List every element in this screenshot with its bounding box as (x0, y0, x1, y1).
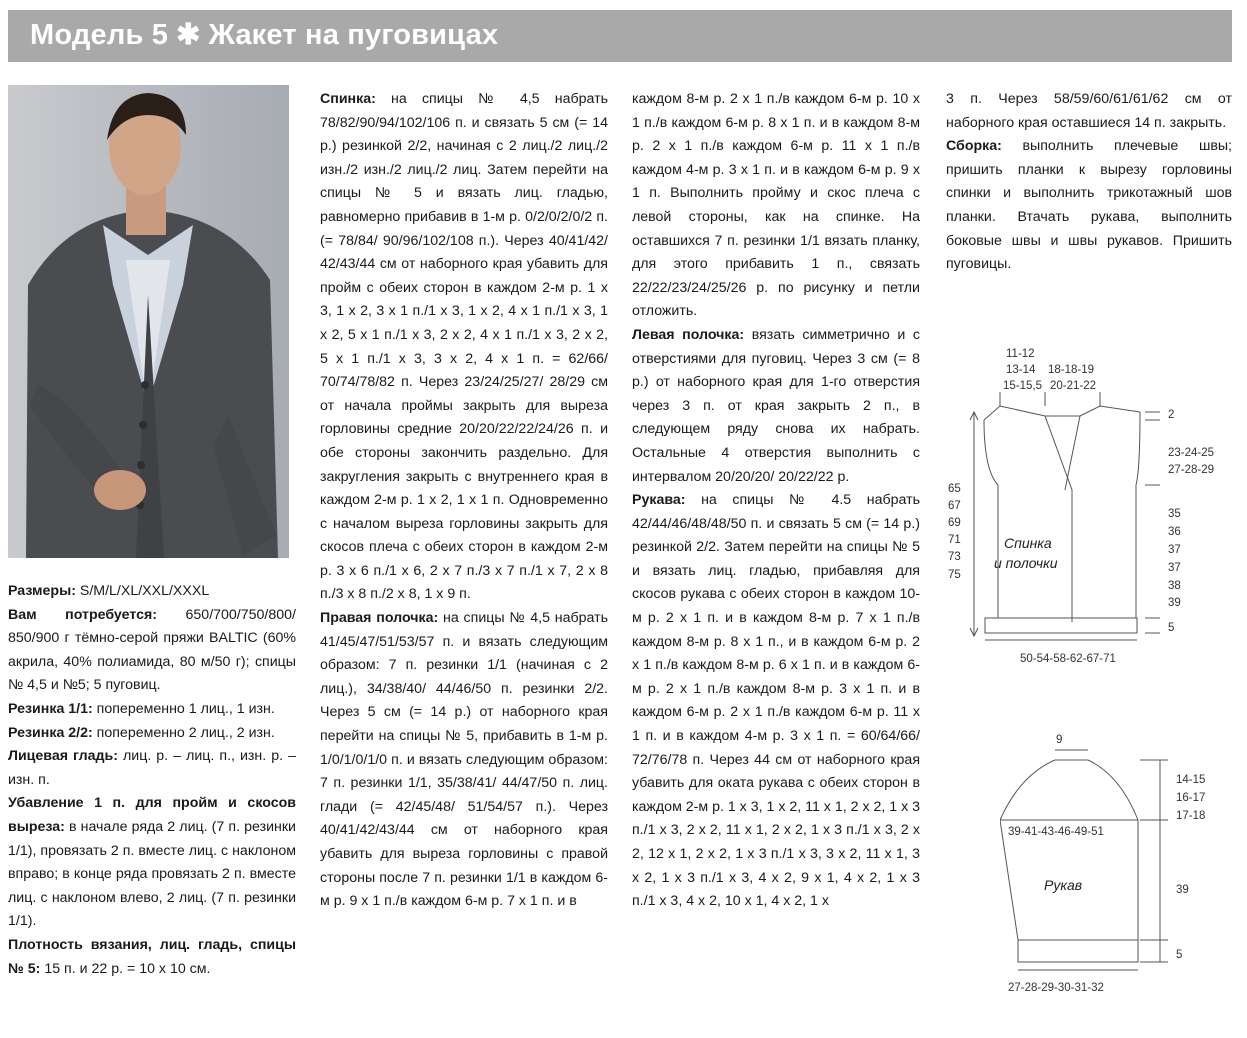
paragraph-heading: Размеры: (8, 583, 76, 599)
paragraph-heading: Левая полочка: (632, 326, 745, 343)
sleeve-dim-right-bottom: 5 (1176, 949, 1183, 961)
paragraph-text: на спицы № 4.5 набрать 42/44/46/48/48/50 п. и связать 5 см (= 14 р.) резинкой 2/2. Затем перейти на спицы № 5 и вязать лиц. гладью, прибавляя для скосов рукава с обеих сторон в каждом 10-м р. 2 х 1 п. и в каждом 8-м р. 7 х 1 п./в каждом 8-м р. 8 х 1 п., и в каждом 6-м р. 2 х 1 п./в каждом 8-м р. 6 х 1 п. и в каждом 6-м р. 2 х 1 п./в каждом 8-м р. 3 х 1 п. и в каждом 6-м р. 2 х 1 п./в каждом 6-м р. 11 х 1 п. и в каждом 4-м р. 3 х 1 п. = 60/64/66/ 72/76/78 п. Через 44 см от наборного края убавить для оката рукава с обеих сторон в каждом 2-м р. 1 х 3, 1 х 2, 11 х 1, 2 х 2, 1 х 3 п./1 х 3, 2 х 2, 11 х 1, 2 х 2, 1 х 3 п./1 х 3, 2 х 2, 12 х 1, 2 х 2, 1 х 3 п./1 х 3, 3 х 2, 11 х 1, 3 х 2, 1 х 3 п./1 х 3, 4 х 2, 9 х 1, 4 х 2, 1 х 3 п./1 х 3, 4 х 2, 10 х 1, 4 х 2, 1 х (632, 492, 921, 910)
page-title (30, 17, 498, 52)
dim-right-lower-4: 37 (1168, 562, 1181, 574)
dim-top-left-2: 13-14 (1006, 364, 1036, 376)
sleeve-dim-width: 39-41-43-46-49-51 (1008, 826, 1104, 838)
paragraph-heading: Резинка 2/2: (8, 724, 93, 741)
dim-top-right-2: 20-21-22 (1050, 380, 1097, 392)
photo (8, 85, 289, 558)
dim-left-5: 73 (948, 551, 961, 563)
dim-right-lower-1: 35 (1168, 508, 1181, 520)
materials-paragraph (8, 604, 296, 698)
dim-right-lower-3: 37 (1168, 544, 1181, 556)
paragraph-text: 15 п. и 22 р. = 10 х 10 см. (40, 960, 211, 977)
paragraph-heading: Правая полочка: (320, 610, 439, 627)
paragraph-text: вязать симметрично и с отверстиями для пуговиц. Через 3 см (= 8 р.) от наборного края для 1-го отверстия через 3 п. от края закрыть 2 п., в следующем ряду снова их набрать. Остальные 4 отверстия выполнить с интервалом 20/20/20/ 20/22/22 р. (632, 326, 920, 485)
diagram-label-2: и полочки (994, 555, 1058, 571)
paragraph-heading: Рукава: (632, 492, 686, 509)
sleeve-label: Рукав (1044, 877, 1083, 893)
dim-left-4: 71 (948, 534, 961, 546)
decrease-paragraph (8, 792, 296, 934)
paragraph-heading: Плотность вязания, лиц. гладь, спицы № 5: (8, 936, 296, 977)
paragraph-text: на спицы № 4,5 набрать 41/45/47/51/53/57 п. и вязать следующим образом: 7 п. резинки 1/1 (начиная с 2 лиц.), 34/38/40/ 44/46/50 п. резинки 2/2. Через 5 см (= 14 р.) от наборного края перейти на спицы № 5, прибавить в 1-м р. 1/0/1/0/1/0 п. и вязать следующим образом: 7 п. резинки 1/1, 35/38/41/ 44/47/50 п. лиц. глади (= 42/45/48/ 51/54/57 п.). Через 40/41/42/43/44 см от наборного края убавить для выреза горловины с правой стороны после 7 п. резинки 1/1 в каждом 6-м р. 9 х 1 п./в каждом 6-м р. 7 х 1 п. и в (320, 610, 608, 910)
paragraph-text: лиц. р. – лиц. п., изн. р. – изн. п. (8, 748, 296, 788)
text-column-4 (946, 88, 1232, 277)
rib-2-2-paragraph (8, 722, 296, 746)
paragraph-text: в начале ряда 2 лиц. (7 п. резинки 1/1), провязать 2 п. вместе лиц. с наклоном вправо; в конце ряда провязать 2 п. вместе лиц. с наклоном влево, 2 лиц. (7 п. резинки 1/1). (8, 818, 296, 930)
sleeves-continued (946, 88, 1232, 135)
sleeve-dim-top: 9 (1056, 734, 1063, 746)
gauge-paragraph (8, 934, 296, 981)
paragraph-heading: Убавление 1 п. для пройм и скосов выреза: (8, 795, 296, 835)
sizes-paragraph (8, 580, 296, 604)
sleeve-pattern-diagram (1000, 730, 1240, 1000)
sleeve-dim-right-top-3: 17-18 (1176, 810, 1206, 822)
dim-left-3: 69 (948, 517, 961, 529)
text-column-3 (632, 88, 920, 914)
paragraph-heading: Спинка: (320, 91, 376, 107)
back-paragraph (320, 88, 608, 607)
dim-right-top: 2 (1168, 409, 1175, 421)
page-header (8, 10, 1232, 62)
dim-right-lower-5: 38 (1168, 580, 1181, 592)
sleeves-paragraph (632, 489, 920, 914)
left-front-paragraph (632, 324, 920, 489)
text-column-2 (320, 88, 608, 914)
dim-right-bottom: 5 (1168, 622, 1175, 634)
dim-right-upper-1: 23-24-25 (1168, 447, 1215, 459)
body-pattern-diagram (940, 340, 1240, 670)
paragraph-text: на спицы № 4,5 набрать 78/82/90/94/102/106 п. и связать 5 см (= 14 р.) резинкой 2/2, начиная с 2 лиц./2 лиц./2 изн./2 изн./2 лиц./2 лиц. Затем перейти на спицы № 5 и вязать лиц. гладью, равномерно прибавив в 1-м р. 0/2/0/2/0/2 п. (= 78/84/ 90/96/102/108 п.). Через 40/41/42/ 42/43/44 см от наборного края убавить для пройм с обеих сторон в каждом 2-м р. 1 х 3, 1 х 2, 3 х 1 п./1 х 3, 1 х 2, 4 х 1 п./1 х 3, 1 х 2, 5 х 1 п./1 х 3, 2 х 2, 4 х 1 п./1 х 3, 2 х 2, 5 х 1 п./1 х 3, 3 х 2, 4 х 1 п. = 62/66/ 70/74/78/82 п. Через 23/24/25/27/ 28/29 см от начала проймы закрыть для выреза горловины средние 20/20/22/22/24/26 п. и обе стороны закончить раздельно. Для закругления закрыть с внутреннего края в каждом 2-м р. 1 х 2, 1 х 1 п. Одновременно с началом выреза горловины закрыть для скосов плеча с обеих сторон в каждом 2-м р. 3 х 6 п./1 х 6, 2 х 7 п./3 х 7 п./1 х 7, 2 х 8 п./3 х 8 п./2 х 8, 1 х 9 п. (320, 91, 608, 603)
sleeve-dim-right-top-2: 16-17 (1176, 792, 1206, 804)
dim-top-left-3: 15-15,5 (1003, 380, 1043, 392)
sleeve-dim-right-mid: 39 (1176, 884, 1189, 896)
dim-left-2: 67 (948, 500, 961, 512)
dim-right-upper-2: 27-28-29 (1168, 464, 1215, 476)
dim-right-lower-2: 36 (1168, 526, 1181, 538)
dim-left-6: 75 (948, 569, 961, 581)
paragraph-text: попеременно 2 лиц., 2 изн. (92, 724, 275, 741)
model-number: Модель 5 (30, 19, 169, 51)
paragraph-text: 3 п. Через 58/59/60/61/61/62 см от наборного края оставшиеся 14 п. закрыть. (946, 91, 1232, 131)
star-icon: ✱ (176, 19, 201, 51)
sleeve-dim-bottom: 27-28-29-30-31-32 (1008, 982, 1104, 994)
dim-top-right-1: 18-18-19 (1048, 364, 1095, 376)
title-text: Жакет на пуговицах (208, 19, 499, 51)
dim-left-1: 65 (948, 483, 961, 495)
dim-right-lower-6: 39 (1168, 597, 1181, 609)
diagram-label-1: Спинка (1004, 535, 1052, 551)
paragraph-text: каждом 8-м р. 2 х 1 п./в каждом 6-м р. 10 х 1 п./в каждом 6-м р. 8 х 1 п. и в каждом 8-м р. 2 х 1 п./в каждом 6-м р. 11 х 1 п./в каждом 4-м р. 3 х 1 п. и в каждом 6-м р. 9 х 1 п. Выполнить пройму и скос плеча с левой стороны, как на спинке. На оставшихся 7 п. резинки 1/1 вязать планку, для этого прибавить 1 п., связать 22/22/23/24/25/26 р. по рисунку и петли отложить. (632, 91, 920, 320)
paragraph-heading: Лицевая гладь: (8, 748, 118, 765)
paragraph-heading: Вам потребуется: (8, 606, 157, 623)
paragraph-heading: Резинка 1/1: (8, 700, 93, 717)
dim-bottom: 50-54-58-62-67-71 (1020, 653, 1116, 665)
paragraph-text: 650/700/750/800/ 850/900 г тёмно-серой пряжи BALTIC (60% акрила, 40% полиамида, 80 м/50 г); спицы № 4,5 и №5; 5 пуговиц. (8, 606, 296, 694)
paragraph-text: S/M/L/XL/XXL/XXXL (75, 583, 210, 599)
paragraph-text: попеременно 1 лиц., 1 изн. (92, 700, 275, 717)
paragraph-text: выполнить плечевые швы; пришить планки к вырезу горловины спинки и выполнить трикотажный шов планки. Втачать рукава, выполнить боковые швы и швы рукавов. Пришить пуговицы. (946, 138, 1232, 273)
man-in-cardigan-photo-icon (8, 85, 289, 558)
right-front-continued (632, 88, 920, 324)
stockinette-paragraph (8, 745, 296, 792)
text-column-1 (8, 580, 296, 981)
paragraph-heading: Сборка: (946, 138, 1002, 155)
right-front-paragraph (320, 607, 608, 914)
dim-top-left-1: 11-12 (1006, 348, 1035, 360)
rib-1-1-paragraph (8, 698, 296, 722)
sleeve-dim-right-top-1: 14-15 (1176, 774, 1206, 786)
assembly-paragraph (946, 135, 1232, 277)
